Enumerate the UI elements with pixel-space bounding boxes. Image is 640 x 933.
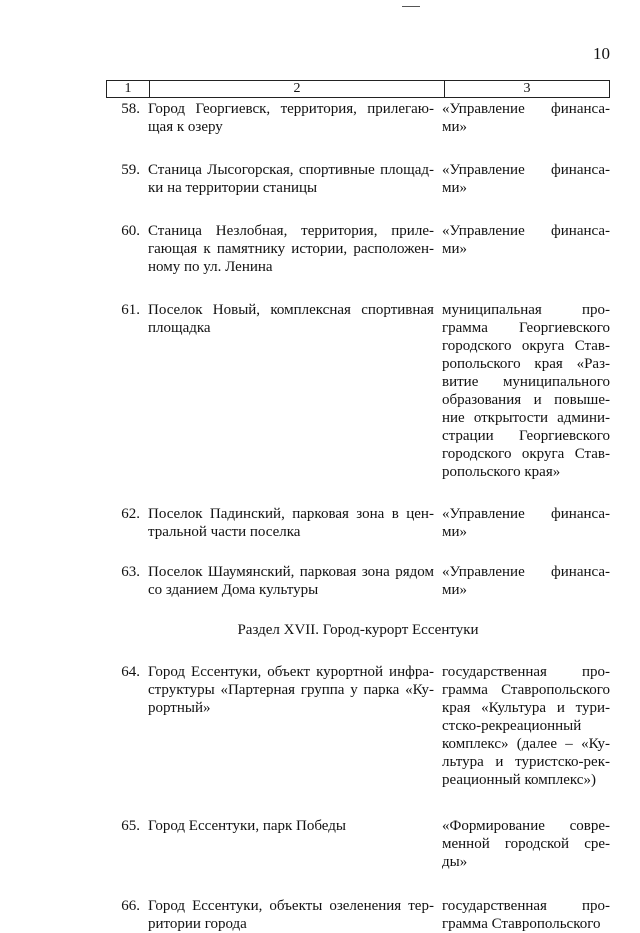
text-line: со зданием Дома культуры bbox=[148, 582, 319, 598]
text-line: Станица Лысогорская, спортивные площад- bbox=[148, 162, 434, 178]
text-line: «Управление финанса- bbox=[442, 223, 610, 239]
text-line: ды» bbox=[442, 854, 468, 870]
text-line: площадка bbox=[148, 320, 211, 336]
row-number: 65. bbox=[121, 818, 140, 834]
row-name bbox=[148, 817, 442, 835]
text-line: образования и повыше- bbox=[442, 392, 610, 408]
text-line: рортный» bbox=[148, 700, 211, 716]
text-line: Поселок Падинский, парковая зона в цен- bbox=[148, 506, 434, 522]
text-line: государственная про- bbox=[442, 664, 610, 680]
text-line: стско-рекреационный bbox=[442, 718, 582, 734]
text-line: ритории города bbox=[148, 916, 247, 932]
text-line: муниципальная про- bbox=[442, 302, 610, 318]
header-col-2: 2 bbox=[150, 81, 445, 97]
row-number: 60. bbox=[121, 223, 140, 239]
text-line: страции Георгиевского bbox=[442, 428, 610, 444]
table-row bbox=[106, 161, 610, 197]
text-line: Поселок Шаумянский, парковая зона рядом bbox=[148, 564, 434, 580]
row-name bbox=[148, 505, 442, 541]
row-name bbox=[148, 897, 442, 933]
row-number: 66. bbox=[121, 898, 140, 914]
text-line: Город Ессентуки, объекты озеленения тер- bbox=[148, 898, 434, 914]
table-header bbox=[106, 80, 610, 98]
text-line: ми» bbox=[442, 524, 468, 540]
table-row bbox=[106, 817, 610, 871]
text-line: ному по ул. Ленина bbox=[148, 259, 273, 275]
row-number: 64. bbox=[121, 664, 140, 680]
text-line: комплекс» (далее – «Ку- bbox=[442, 736, 610, 752]
text-line: Город Георгиевск, территория, прилегаю- bbox=[148, 101, 434, 117]
text-line: ми» bbox=[442, 582, 468, 598]
row-name bbox=[148, 663, 442, 717]
row-program bbox=[442, 563, 610, 599]
text-line: «Управление финанса- bbox=[442, 101, 610, 117]
text-line: ропольского края «Раз- bbox=[442, 356, 610, 372]
text-line: «Управление финанса- bbox=[442, 506, 610, 522]
table-row bbox=[106, 897, 610, 933]
document-table bbox=[106, 80, 610, 933]
page-number: 10 bbox=[593, 44, 610, 63]
row-program bbox=[442, 505, 610, 541]
row-number: 59. bbox=[121, 162, 140, 178]
row-name bbox=[148, 301, 442, 337]
text-line: структуры «Партерная группа у парка «Ку- bbox=[148, 682, 434, 698]
header-col-3: 3 bbox=[523, 81, 531, 96]
text-line: витие муниципального bbox=[442, 374, 610, 390]
header-col-1: 1 bbox=[107, 81, 150, 97]
text-line: государственная про- bbox=[442, 898, 610, 914]
table-row bbox=[106, 222, 610, 276]
text-line: Поселок Новый, комплексная спортивная bbox=[148, 302, 434, 318]
table-row bbox=[106, 505, 610, 541]
text-line: гающая к памятнику истории, расположен- bbox=[148, 241, 434, 257]
row-name bbox=[148, 563, 442, 599]
text-line: «Формирование совре- bbox=[442, 818, 610, 834]
text-line: ки на территории станицы bbox=[148, 180, 318, 196]
row-program bbox=[442, 663, 610, 789]
text-line: грамма Ставропольского bbox=[442, 682, 610, 698]
text-line: ропольского края» bbox=[442, 464, 561, 480]
row-program bbox=[442, 161, 610, 197]
text-line: Город Ессентуки, парк Победы bbox=[148, 818, 346, 834]
row-program bbox=[442, 897, 610, 933]
table-row bbox=[106, 563, 610, 599]
row-number: 62. bbox=[121, 506, 140, 522]
top-mark bbox=[402, 0, 420, 7]
text-line: «Управление финанса- bbox=[442, 162, 610, 178]
text-line: тральной части поселка bbox=[148, 524, 301, 540]
text-line: ми» bbox=[442, 180, 468, 196]
table-row bbox=[106, 100, 610, 136]
section-title: Раздел XVII. Город-курорт Ессентуки bbox=[237, 622, 479, 638]
row-number: 61. bbox=[121, 302, 140, 318]
text-line: грамма Георгиевского bbox=[442, 320, 610, 336]
text-line: грамма Ставропольского bbox=[442, 916, 601, 932]
text-line: ние открытости админи- bbox=[442, 410, 610, 426]
text-line: щая к озеру bbox=[148, 119, 223, 135]
text-line: реационный комплекс») bbox=[442, 772, 596, 788]
text-line: ми» bbox=[442, 241, 468, 257]
row-number: 58. bbox=[121, 101, 140, 117]
text-line: менной городской сре- bbox=[442, 836, 610, 852]
table-row bbox=[106, 301, 610, 481]
row-name bbox=[148, 222, 442, 276]
text-line: ми» bbox=[442, 119, 468, 135]
text-line: городского округа Став- bbox=[442, 446, 610, 462]
table-row bbox=[106, 663, 610, 789]
text-line: городского округа Став- bbox=[442, 338, 610, 354]
row-program bbox=[442, 301, 610, 481]
text-line: края «Культура и тури- bbox=[442, 700, 610, 716]
text-line: Город Ессентуки, объект курортной инфра- bbox=[148, 664, 434, 680]
row-name bbox=[148, 161, 442, 197]
text-line: Станица Незлобная, территория, приле- bbox=[148, 223, 434, 239]
text-line: льтура и туристско-рек- bbox=[442, 754, 610, 770]
row-name bbox=[148, 100, 442, 136]
table-body bbox=[106, 100, 610, 933]
row-number: 63. bbox=[121, 564, 140, 580]
row-program bbox=[442, 222, 610, 258]
row-program bbox=[442, 100, 610, 136]
row-program bbox=[442, 817, 610, 871]
text-line: «Управление финанса- bbox=[442, 564, 610, 580]
